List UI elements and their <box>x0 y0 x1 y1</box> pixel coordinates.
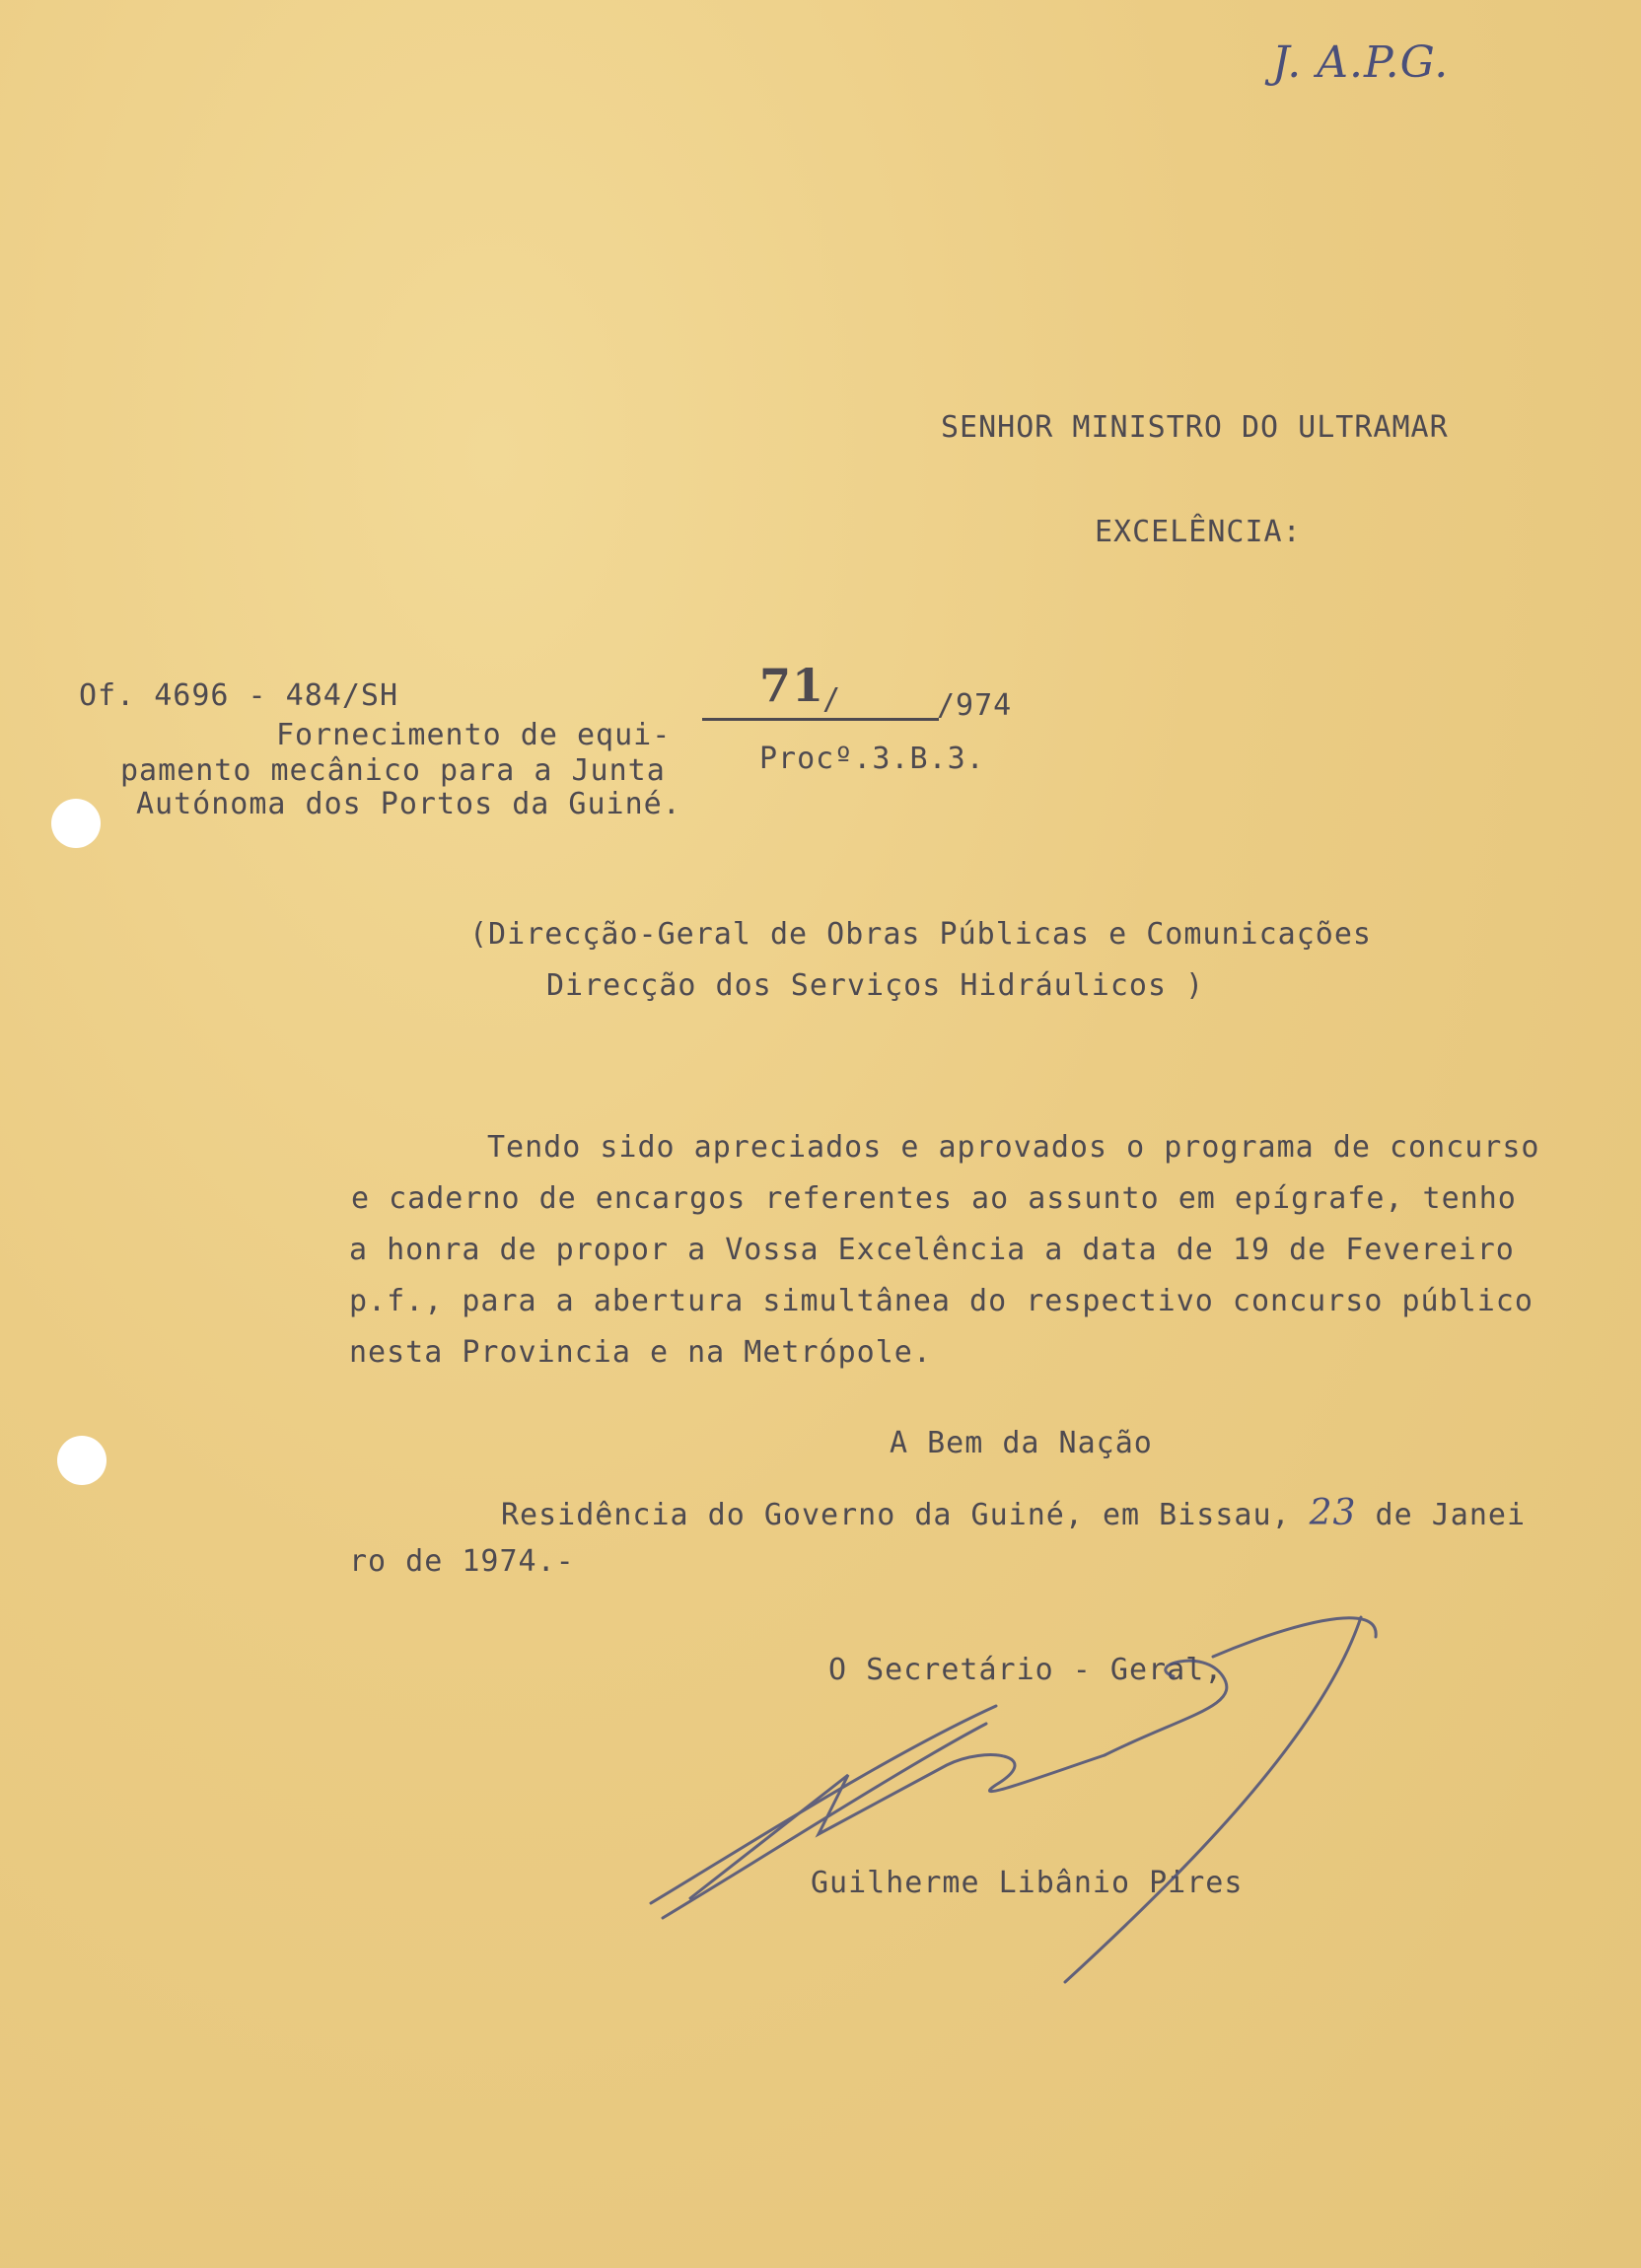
office-number: Of. 4696 - 484/SH <box>79 678 399 713</box>
signatory-name: Guilherme Libânio Pires <box>811 1866 1244 1900</box>
salutation: EXCELÊNCIA: <box>1095 515 1302 549</box>
closing-formula: A Bem da Nação <box>890 1426 1153 1460</box>
department-line-1: (Direcção-Geral de Obras Públicas e Comunicações <box>469 917 1372 952</box>
handwritten-number: 71 <box>759 659 825 712</box>
body-line-3: a honra de propor a Vossa Excelência a data de 19 de Fevereiro <box>349 1233 1515 1267</box>
body-line-1: Tendo sido apreciados e aprovados o programa de concurso <box>487 1130 1540 1165</box>
place-date-end: de Janei <box>1356 1498 1527 1532</box>
subject-line-2: pamento mecânico para a Junta <box>120 753 666 788</box>
body-line-2: e caderno de encargos referentes ao assunto em epígrafe, tenho <box>351 1181 1517 1216</box>
handwritten-initials: J. A.P.G. <box>1272 37 1450 88</box>
process-reference: Procº.3.B.3. <box>759 742 985 776</box>
body-line-4: p.f., para a abertura simultânea do respectivo concurso público <box>349 1284 1534 1318</box>
department-line-2: Direcção dos Serviços Hidráulicos ) <box>546 968 1205 1003</box>
subject-line-1: Fornecimento de equi- <box>276 718 672 752</box>
punch-hole-top <box>51 799 101 848</box>
body-line-5: nesta Provincia e na Metrópole. <box>349 1335 932 1370</box>
subject-line-3: Autónoma dos Portos da Guiné. <box>136 787 681 821</box>
place-date-start: Residência do Governo da Guiné, em Bissau, <box>501 1498 1310 1532</box>
handwritten-day: 23 <box>1309 1493 1357 1533</box>
signatory-title: O Secretário - Geral, <box>828 1653 1224 1687</box>
addressee: SENHOR MINISTRO DO ULTRAMAR <box>941 410 1449 445</box>
number-slash: / <box>822 682 842 717</box>
reference-year: /974 <box>937 688 1013 723</box>
place-date-line-2: ro de 1974.- <box>349 1544 575 1579</box>
punch-hole-bottom <box>57 1436 107 1485</box>
